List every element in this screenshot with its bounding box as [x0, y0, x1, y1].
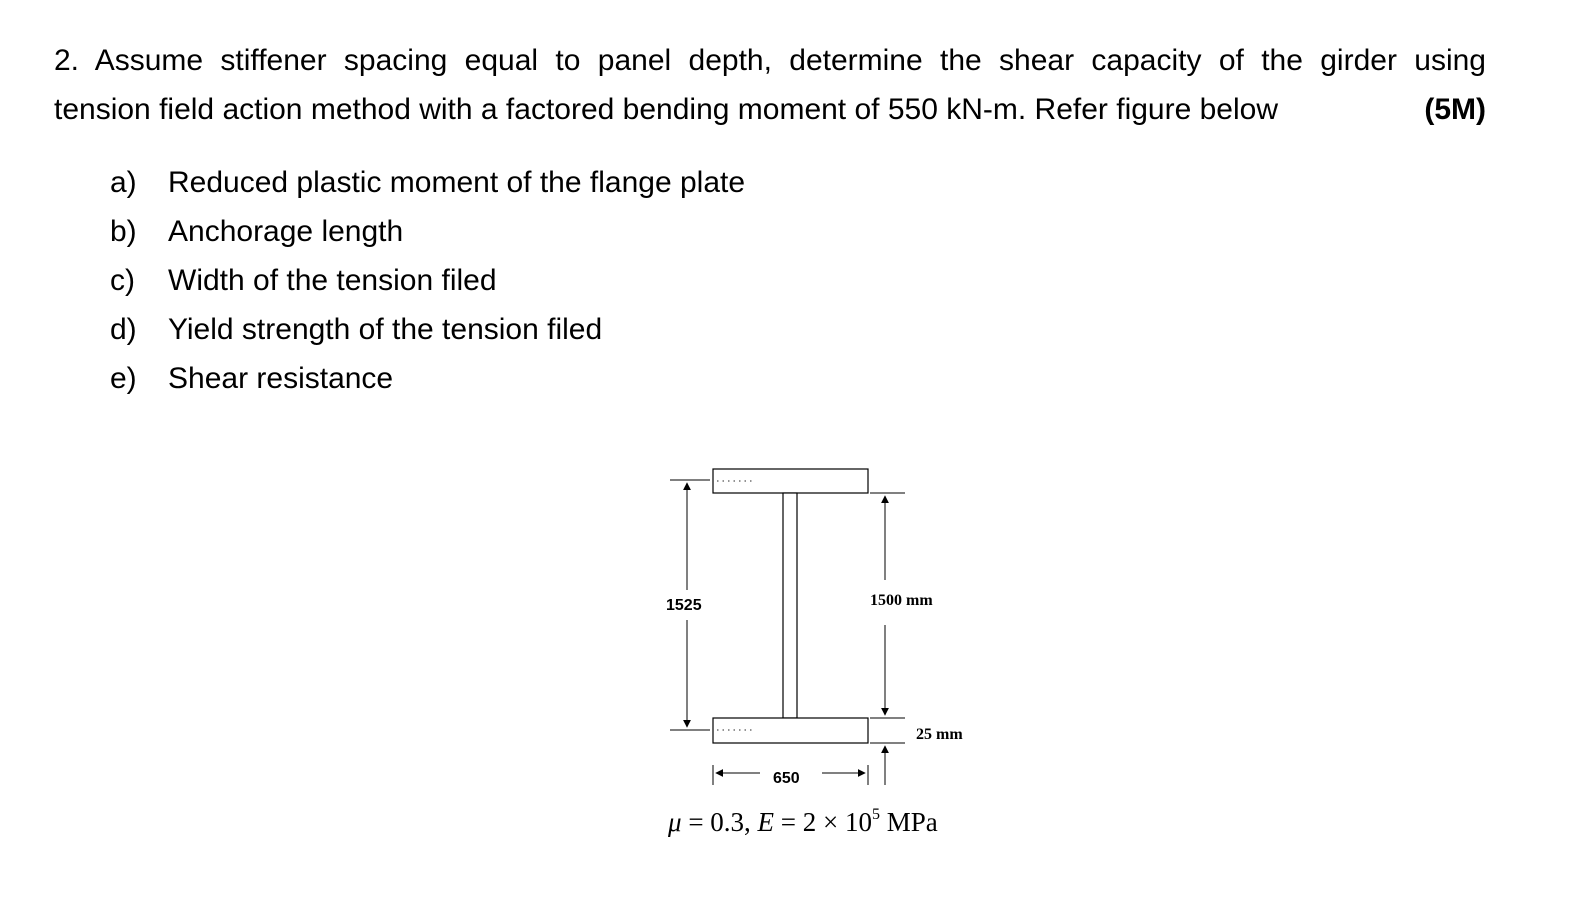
list-item-text: Reduced plastic moment of the flange plate [168, 166, 746, 199]
girder-cross-section-figure [600, 440, 1020, 860]
list-item [110, 207, 745, 256]
marks-label: (5M) [1424, 93, 1486, 126]
e-exponent: 5 [872, 806, 881, 823]
list-item-letter: c) [110, 264, 135, 297]
e-unit: MPa [880, 807, 938, 837]
list-item-text: Shear resistance [168, 362, 394, 395]
flange-width-label: 650 [773, 770, 800, 787]
list-item-letter: e) [110, 362, 137, 395]
list-item-letter: d) [110, 313, 137, 346]
e-value: = 2 × 10 [774, 807, 873, 837]
bottom-flange [713, 718, 868, 743]
overall-depth-label: 1525 [666, 597, 702, 614]
list-item [110, 256, 745, 305]
top-flange [713, 469, 868, 493]
question-line-1: 2. Assume stiffener spacing equal to panel depth, determine the shear capacity of the girder using [54, 44, 1486, 77]
list-item [110, 158, 745, 207]
web-depth-label: 1500 mm [870, 592, 933, 609]
sub-question-list [110, 158, 745, 403]
list-item [110, 354, 745, 403]
question-line-2 [54, 85, 1486, 134]
list-item [110, 305, 745, 354]
list-item-text: Anchorage length [168, 215, 404, 248]
material-properties-caption [668, 806, 938, 838]
list-item-text: Width of the tension filed [168, 264, 497, 297]
e-symbol: E [757, 807, 775, 837]
list-item-letter: a) [110, 166, 137, 199]
mu-value: = 0.3, [681, 807, 758, 837]
list-item-text: Yield strength of the tension filed [168, 313, 603, 346]
question-text [54, 36, 1486, 134]
flange-thickness-label: 25 mm [916, 726, 963, 743]
question-line-2-text: tension field action method with a factored bending moment of 550 kN-m. Refer figure below [54, 93, 1278, 126]
web [783, 493, 797, 718]
mu-symbol: μ [668, 807, 682, 837]
list-item-letter: b) [110, 215, 137, 248]
